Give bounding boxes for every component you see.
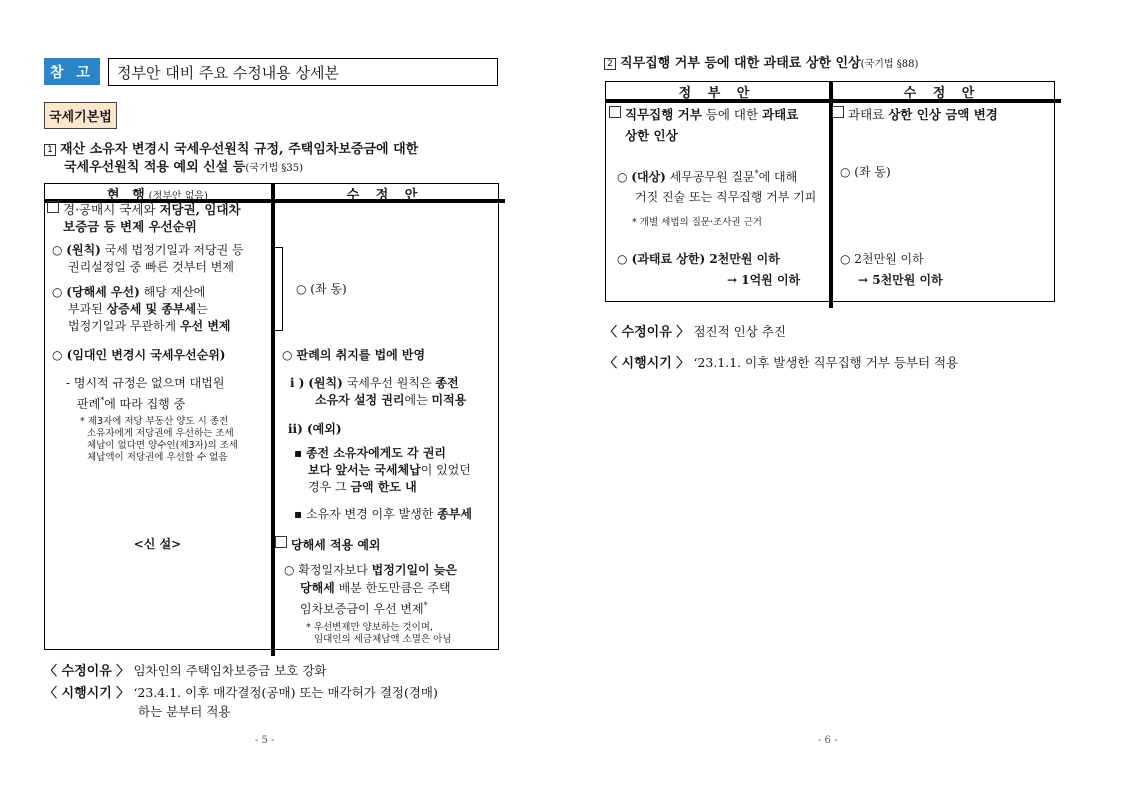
row-local-tax-exception: 당해세 적용 예외	[275, 536, 381, 554]
col1-header: 정 부 안	[678, 86, 756, 101]
item-number-box: 2	[604, 58, 616, 70]
page-title: 정부안 대비 주요 수정내용 상세본	[108, 58, 498, 86]
law-tag: 국세기본법	[44, 102, 117, 129]
col2-header: 수 정 안	[903, 86, 981, 101]
row-fine-cap-revised: ○ 2천만원 이하 → 5천만원 이하	[840, 252, 943, 287]
col2-header: 수 정 안	[346, 188, 424, 203]
page-number-left: - 5 -	[255, 735, 275, 746]
row-principle-i: i ) (원칙) 국세우선 원칙은 종전 소유자 설정 권리에는 미적용	[290, 376, 467, 407]
same-as-left-2: ○ (좌 동)	[840, 165, 891, 179]
effective-date-left: 〈 시행시기 〉 ‘23.4.1. 이후 매각결정(공매) 또는 매각허가 결정(경매) 하는 분부터 적용	[44, 685, 438, 719]
reference-badge: 참 고	[44, 58, 100, 85]
new-label: <신 설>	[133, 537, 182, 551]
revision-reason-left: 〈 수정이유 〉 임차인의 주택임차보증금 보호 강화	[44, 663, 327, 679]
revision-reason-right: 〈 수정이유 〉 점진적 인상 추진	[604, 324, 786, 340]
footnote-precedent: * 제3자에 저당 부동산 양도 시 종전 소유자에게 저당권에 우선하는 조세 체납이 없다면 양수인(제3자)의 조세 체납액이 저당권에 우선할 수 없음	[80, 416, 238, 463]
row-precedent-note: - 명시적 규정은 없으며 대법원 판례*에 따라 집행 중	[66, 376, 225, 411]
row-exception-ii-2: ▪ 소유자 변경 이후 발생한 종부세	[294, 507, 472, 521]
item-number-box: 1	[44, 144, 56, 156]
row-lessor-change: ○ (임대인 변경시 국세우선순위)	[52, 348, 226, 362]
col1-header: 현 행(정부안 없음)	[107, 188, 208, 203]
row-exception-ii-1: ▪ 종전 소유자에게도 각 권리 보다 앞서는 국세체납이 있었던 경우 그 금액 한도 내	[294, 446, 471, 494]
bracket	[275, 247, 283, 331]
same-as-left-1: ○ (좌 동)	[296, 282, 347, 296]
row-precedent: ○ 판례의 취지를 법에 반영	[282, 348, 426, 362]
row-principle: ○ (원칙) 국세 법정기일과 저당권 등 권리설정일 중 빠른 것부터 변제	[52, 243, 244, 274]
footnote-deposit: * 우선변제만 양보하는 것이며, 임대인의 세금체납액 소멸은 아님	[306, 622, 452, 645]
row-fine-cap: ○ (과태료 상한) 2천만원 이하 → 1억원 이하	[617, 252, 801, 287]
item-2-heading: 2 직무집행 거부 등에 대한 과태료 상한 인상(국기법 §88)	[604, 55, 1064, 74]
item-1-heading: 1 재산 소유자 변경시 국세우선원칙 규정, 주택임차보증금에 대한 국세우선원칙 적용 예외 신설 등(국기법 §35)	[44, 141, 504, 178]
row-fine-amount-change: 과태료 상한 인상 금액 변경	[832, 104, 998, 125]
row-exception-ii: ii) (예외)	[288, 422, 342, 436]
row-target: ○ (대상) 세무공무원 질문*에 대해 거짓 진술 또는 직무집행 거부 기피	[617, 169, 817, 204]
row-local-tax-priority: ○ (당해세 우선) 해당 재산에 부과된 상증세 및 종부세는 법정기일과 무관하게 우선 변제	[52, 285, 231, 333]
row-priority: 경·공매시 국세와 저당권, 임대차 보증금 등 변제 우선순위	[47, 201, 269, 235]
row-fine-increase: 직무집행 거부 등에 대한 과태료 상한 인상	[609, 104, 829, 146]
effective-date-right: 〈 시행시기 〉 ‘23.1.1. 이후 발생한 직무집행 거부 등부터 적용	[604, 355, 959, 371]
page-number-right: - 6 -	[818, 735, 838, 746]
row-deposit-priority: ○ 확정일자보다 법정기일이 늦은 당해세 배분 한도만큼은 주택 임차보증금이 우선 변제*	[284, 563, 457, 616]
footnote-inquiry: * 개별 세법의 질문·조사권 근거	[632, 217, 762, 228]
